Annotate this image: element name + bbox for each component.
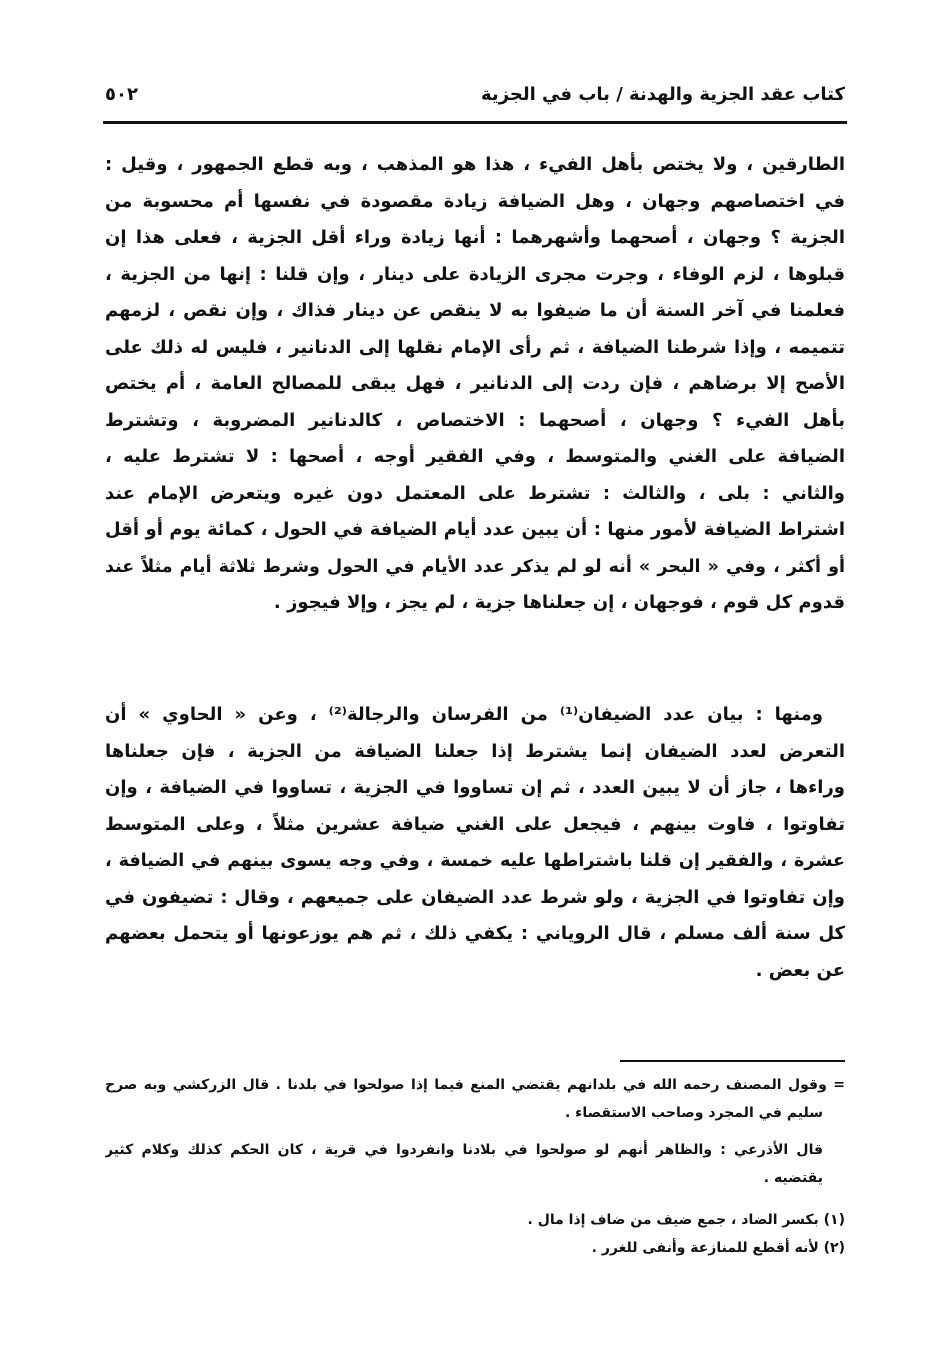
text-line: كل سنة ألف مسلم ، قال الروياني : يكفي ذلك ، ثم هم يوزعونها أو يتحمل بعضهم — [105, 923, 845, 944]
numbered-footnotes — [105, 1206, 845, 1262]
text-line: الطارقين ، ولا يختص بأهل الفيء ، هذا هو المذهب ، وبه قطع الجمهور ، وقيل : — [105, 154, 845, 175]
running-header — [105, 84, 845, 114]
header-rule — [103, 121, 847, 124]
footnote-2: (٢) لأنه أقطع للمنازعة وأنفى للغرر . — [591, 1240, 845, 1256]
text-line: التعرض لعدد الضيفان إنما يشترط إذا جعلنا الضيافة من الجزية ، فإن جعلناها — [105, 740, 845, 762]
text-line: تفاوتوا ، فاوت بينهم ، فيجعل على الغني ضيافة عشرين مثلاً ، وعلى المتوسط — [105, 813, 845, 835]
text-line: الضيافة على الغني والمتوسط ، وفي الفقير أوجه ، أصحها : لا تشترط عليه ، — [105, 446, 845, 467]
footnote-1: (١) بكسر الضاد ، جمع ضيف من ضاف إذا مال . — [527, 1212, 845, 1228]
text-line: وراءها ، جاز أن لا يبين العدد ، ثم إن تساووا في الجزية ، تساووا في الضيافة ، وإن — [105, 777, 845, 798]
text-line: وإن تفاوتوا في الجزية ، ولو شرط عدد الضيفان على جميعهم ، وقال : تضيفون في — [105, 886, 845, 908]
running-header-title: كتاب عقد الجزية والهدنة / باب في الجزية — [481, 84, 845, 105]
text-line: قدوم كل قوم ، فوجهان ، إن جعلناها جزية ، لم يجز ، وإلا فيجوز . — [273, 592, 845, 613]
footnote-rule — [620, 1060, 845, 1062]
paragraph-2 — [105, 697, 845, 989]
text-line: عن بعض . — [755, 959, 845, 981]
page-number: ٥٠٢ — [105, 84, 138, 105]
footnote-line: قال الأذرعي : والظاهر أنهم لو صولحوا في بلادنا وانفردوا في قرية ، كان الحكم كذلك وكلام كثير — [105, 1142, 823, 1158]
footnote-line: سليم في المجرد وصاحب الاستقصاء . — [564, 1105, 823, 1121]
text-line: عشرة ، والفقير إن قلنا باشتراطها عليه خمسة ، وفي وجه يسوى بينهم في الضيافة ، — [105, 851, 845, 871]
text-line: اشتراط الضيافة لأمور منها : أن يبين عدد أيام الضيافة في الحول ، كمائة يوم أو أقل — [105, 519, 845, 540]
text-line: والثاني : بلى ، والثالث : تشترط على المعتمل دون غيره ويتعرض الإمام عند — [105, 482, 845, 504]
footnote-continuation — [105, 1071, 845, 1127]
text-line: قبلوها ، لزم الوفاء ، وجرت مجرى الزيادة على دينار ، وإن قلنا : إنها من الجزية ، — [105, 263, 845, 285]
footnote-adhraee — [105, 1136, 845, 1192]
text-line: بأهل الفيء ؟ وجهان ، أصحهما : الاختصاص ، كالدنانير المضروبة ، وتشترط — [105, 409, 845, 431]
text-line: في اختصاصهم وجهان ، وهل الضيافة زيادة مقصودة في نفسها أم محسوبة من — [105, 190, 845, 212]
footnote-line: يقتضيه . — [763, 1170, 823, 1186]
text-line: فعلمنا في آخر السنة أن ما ضيفوا به لا ينقص عن دينار فذاك ، وإن نقص ، لزمهم — [105, 300, 845, 321]
text-line: الجزية ؟ وجهان ، أصحهما وأشهرهما : أنها زيادة وراء أقل الجزية ، فعلى هذا إن — [105, 227, 845, 248]
text-line: ومنها : بيان عدد الضيفان⁽¹⁾ من الفرسان والرجالة⁽²⁾ ، وعن « الحاوي » أن — [105, 704, 823, 725]
text-line: أو أكثر ، وفي « البحر » أنه لو لم يذكر عدد الأيام في الحول وشرط ثلاثة أيام مثلاً عند — [105, 556, 845, 577]
text-line: الأصح إلا برضاهم ، فإن ردت إلى الدنانير ، فهل يبقى للمصالح العامة ، أم يختص — [105, 373, 845, 394]
paragraph-1 — [105, 147, 845, 622]
text-line: تتميمه ، وإذا شرطنا الضيافة ، ثم رأى الإمام نقلها إلى الدنانير ، فليس له ذلك على — [105, 336, 845, 358]
footnote-line: = وقول المصنف رحمه الله في بلدانهم يقتضي المنع فيما إذا صولحوا في بلدنا . قال الزركشي وبه صرح — [105, 1077, 845, 1093]
